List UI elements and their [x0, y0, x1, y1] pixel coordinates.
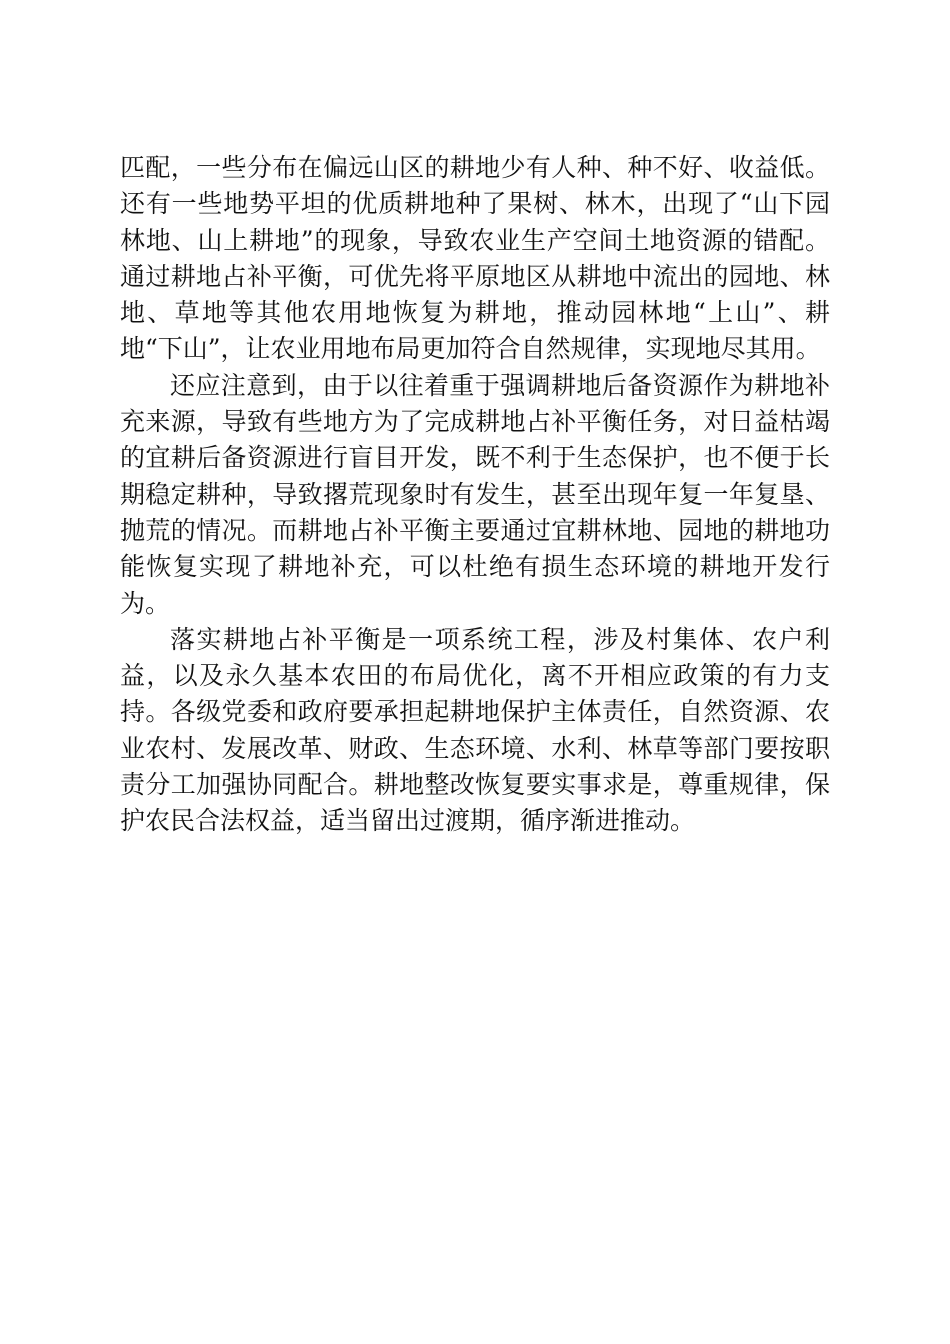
document-body [120, 150, 830, 840]
paragraph-3: 落实耕地占补平衡是一项系统工程，涉及村集体、农户利益，以及永久基本农田的布局优化，离不开相应政策的有力支持。各级党委和政府要承担起耕地保护主体责任，自然资源、农业农村、发展改革、财政、生态环境、水利、林草等部门要按职责分工加强协同配合。耕地整改恢复要实事求是，尊重规律，保护农民合法权益，适当留出过渡期，循序渐进推动。 [120, 624, 830, 836]
paragraph-1: 匹配，一些分布在偏远山区的耕地少有人种、种不好、收益低。还有一些地势平坦的优质耕地种了果树、林木，出现了“山下园林地、山上耕地”的现象，导致农业生产空间土地资源的错配。通过耕地占补平衡，可优先将平原地区从耕地中流出的园地、林地、草地等其他农用地恢复为耕地，推动园林地“上山”、耕地“下山”，让农业用地布局更加符合自然规律，实现地尽其用。 [120, 153, 830, 364]
paragraph-2: 还应注意到，由于以往着重于强调耕地后备资源作为耕地补充来源，导致有些地方为了完成耕地占补平衡任务，对日益枯竭的宜耕后备资源进行盲目开发，既不利于生态保护，也不便于长期稳定耕种，导致撂荒现象时有发生，甚至出现年复一年复垦、抛荒的情况。而耕地占补平衡主要通过宜耕林地、园地的耕地功能恢复实现了耕地补充，可以杜绝有损生态环境的耕地开发行为。 [120, 370, 830, 618]
